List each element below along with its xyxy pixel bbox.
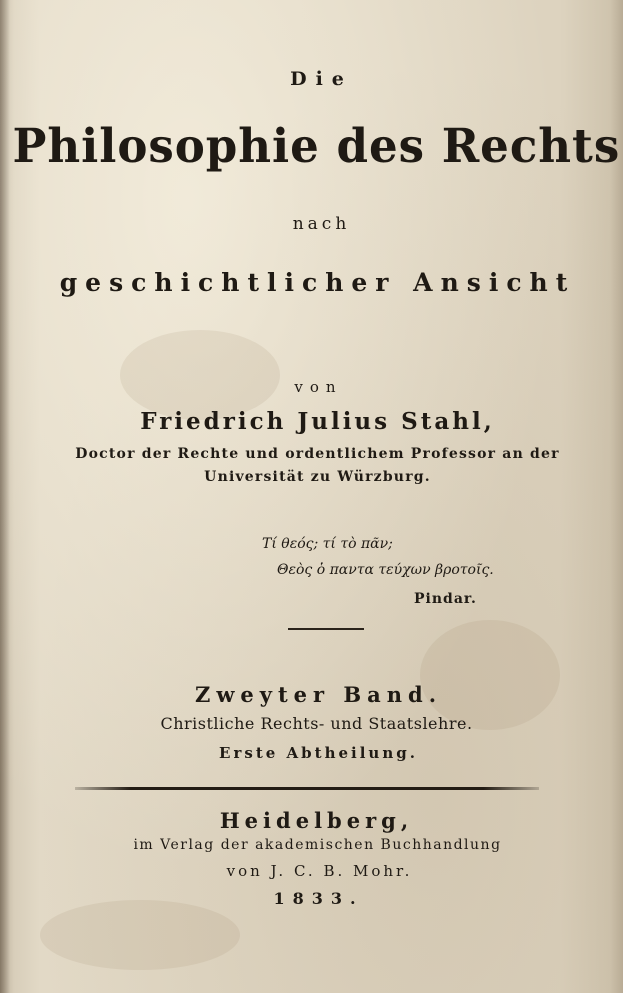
paper-stain	[40, 900, 240, 970]
by-line: von	[294, 378, 343, 396]
author-affiliation-line2: Universität zu Würzburg.	[204, 469, 431, 485]
imprint-city: Heidelberg,	[219, 808, 414, 833]
title-connector: nach	[292, 214, 351, 234]
motto-line2: Θεὸς ὁ παντα τεύχων βροτοῖς.	[277, 562, 494, 578]
imprint-year: 1833.	[273, 889, 364, 908]
motto-attribution: Pindar.	[414, 591, 477, 607]
short-divider	[288, 628, 364, 630]
motto-line1: Τί θεός; τί τὸ πᾶν;	[262, 536, 393, 552]
volume-part: Erste Abtheilung.	[219, 744, 418, 762]
book-subtitle: geschichtlicher Ansicht	[59, 268, 576, 297]
volume-subtitle: Christliche Rechts- und Staatslehre.	[160, 714, 473, 733]
paper-stain	[120, 330, 280, 420]
volume-number: Zweyter Band.	[194, 682, 443, 707]
author-affiliation-line1: Doctor der Rechte und ordentlichem Professor an der	[75, 446, 560, 462]
long-divider	[75, 787, 539, 790]
imprint-publisher-line2: von J. C. B. Mohr.	[226, 862, 413, 880]
author-name: Friedrich Julius Stahl,	[140, 408, 495, 435]
book-title: Philosophie des Rechts	[12, 119, 621, 174]
title-article: Die	[290, 68, 353, 90]
imprint-publisher-line1: im Verlag der akademischen Buchhandlung	[133, 837, 502, 853]
